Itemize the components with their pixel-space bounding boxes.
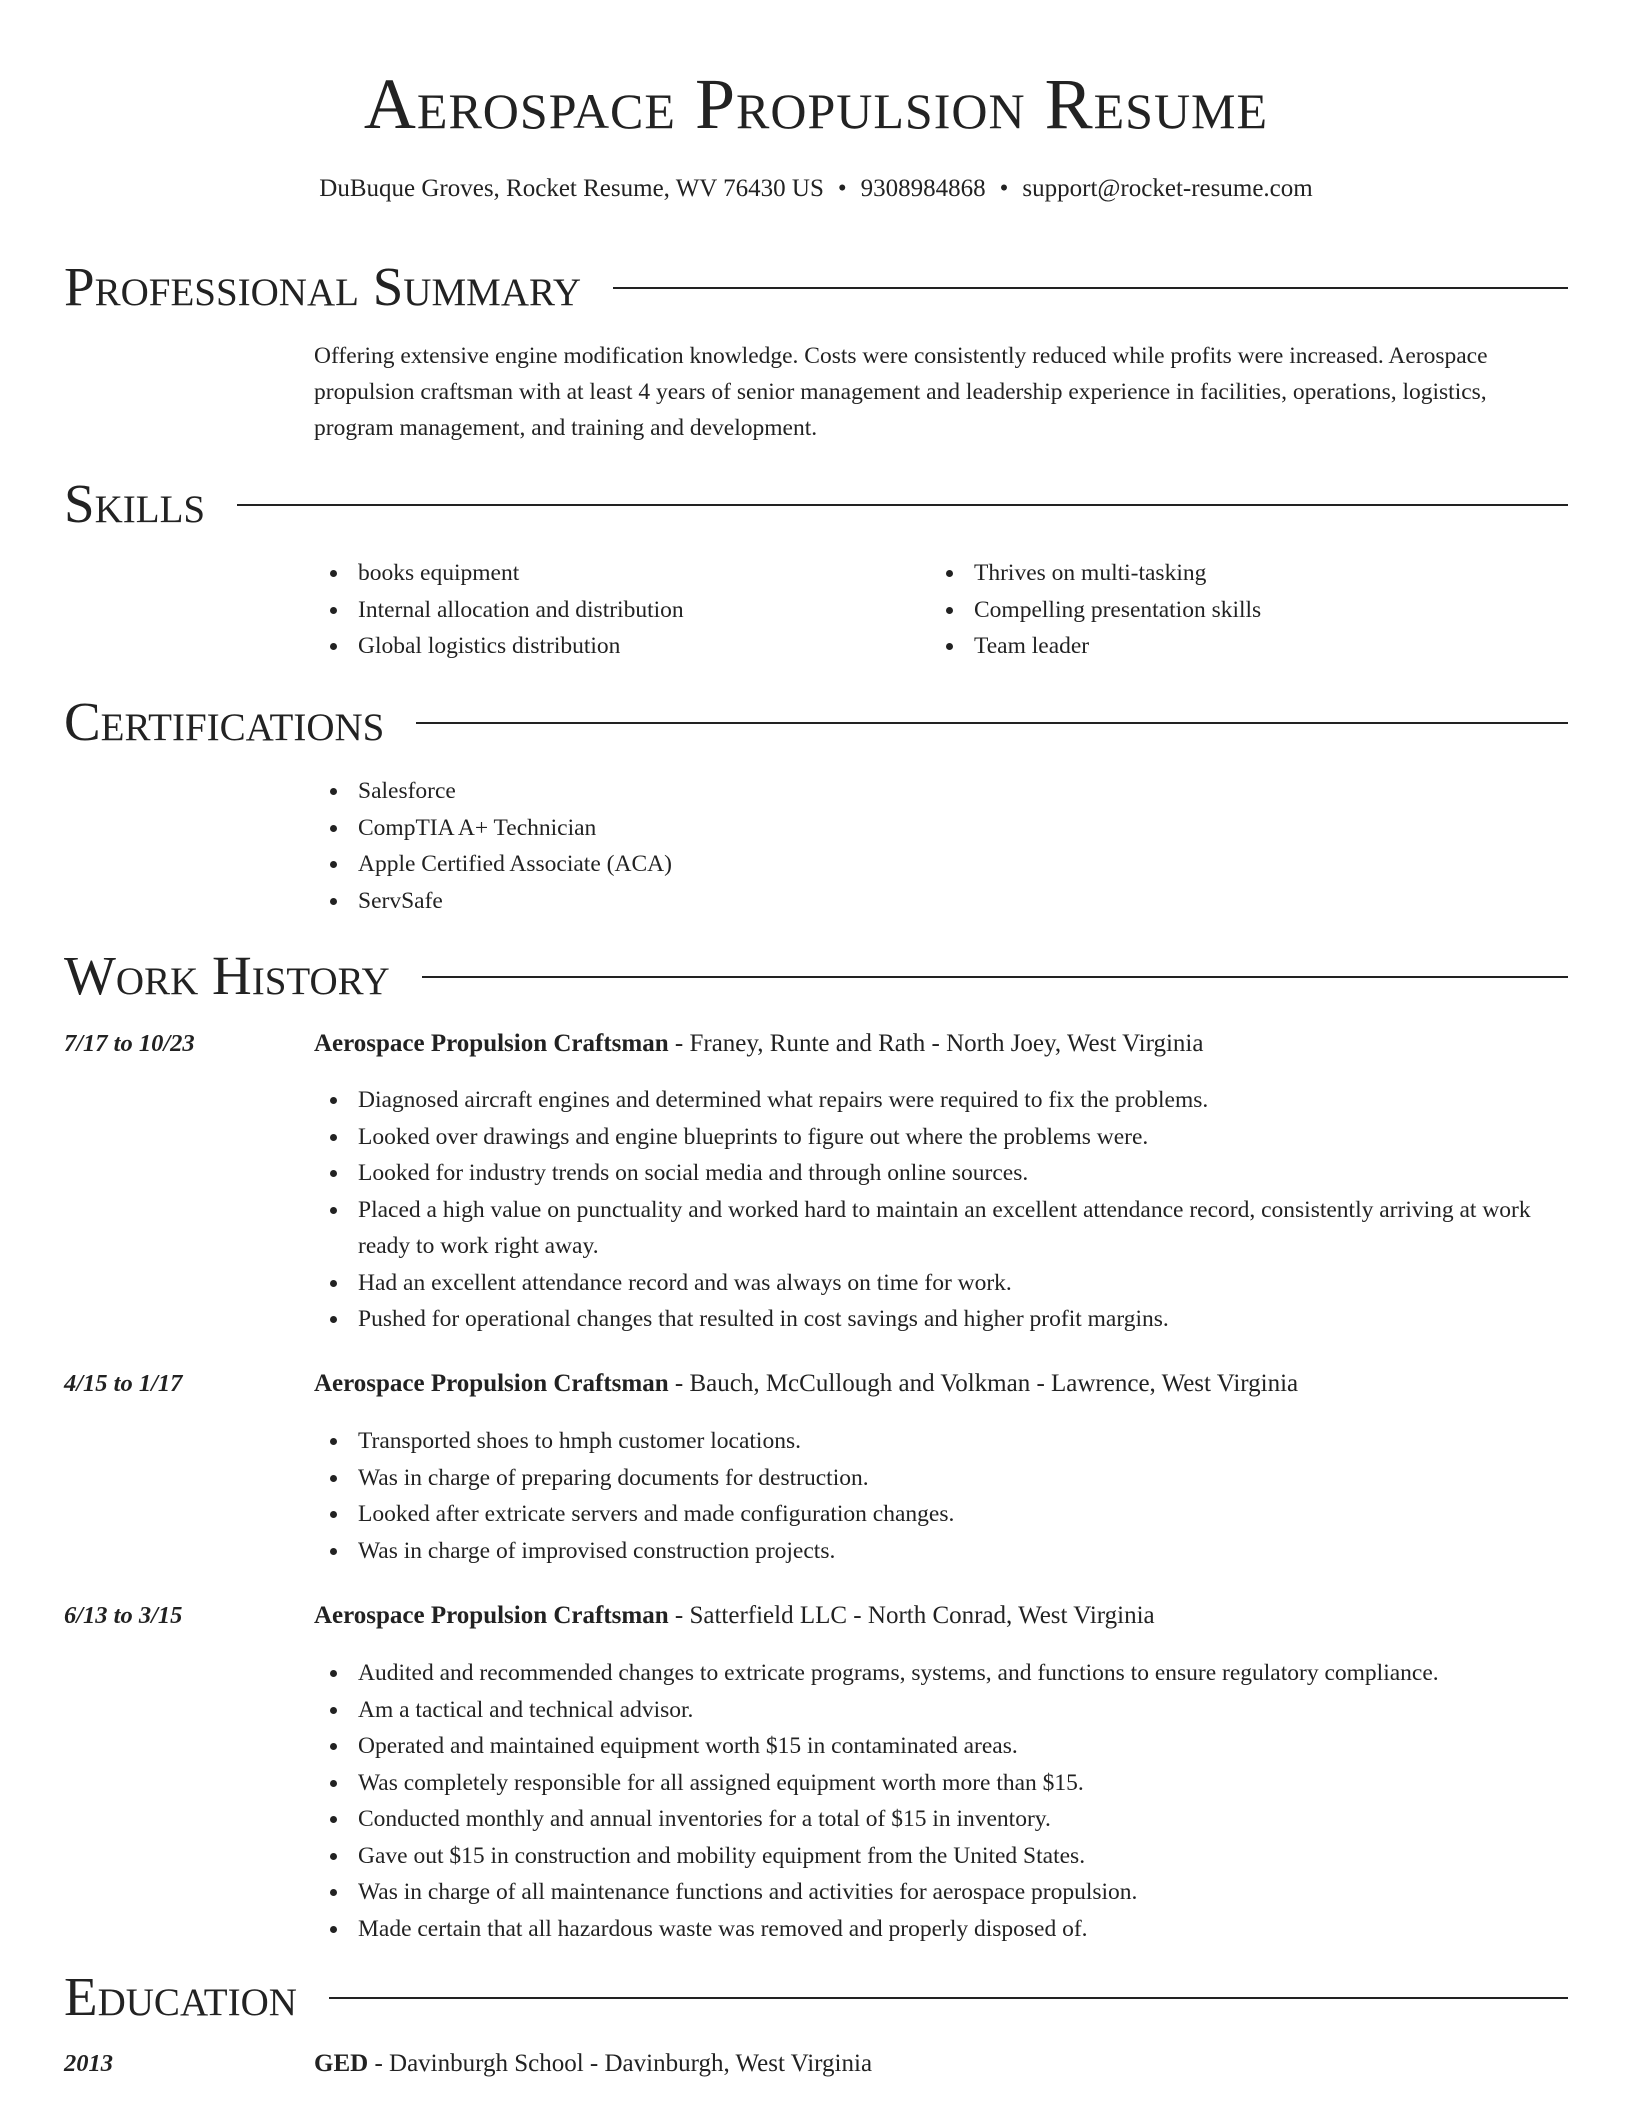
job-date: 7/17 to 10/23 (64, 1030, 195, 1057)
job-bullet: Looked over drawings and engine blueprints to figure out where the problems were. (314, 1119, 1574, 1156)
job-bullet: Transported shoes to hmph customer locations. (314, 1423, 1574, 1460)
contact-separator: • (837, 175, 847, 202)
section-header-skills (64, 472, 1568, 536)
job-bullet: Pushed for operational changes that resulted in cost savings and higher profit margins. (314, 1301, 1574, 1338)
job-bullets (314, 1423, 1574, 1569)
job-bullet: Audited and recommended changes to extricate programs, systems, and functions to ensure regulatory compliance. (314, 1655, 1574, 1692)
section-divider (237, 504, 1568, 506)
section-header-work-history (64, 944, 1568, 1008)
job-date: 6/13 to 3/15 (64, 1602, 183, 1629)
section-title-skills: Skills (64, 473, 206, 534)
skills-list-left (314, 555, 914, 665)
job-title: Aerospace Propulsion Craftsman (314, 1602, 669, 1629)
job-bullet: Looked after extricate servers and made configuration changes. (314, 1496, 1574, 1533)
job-bullet: Was in charge of improvised construction projects. (314, 1533, 1574, 1570)
certification-item: Salesforce (314, 773, 1114, 810)
contact-line (0, 172, 1632, 206)
job-bullet: Was in charge of preparing documents for destruction. (314, 1460, 1574, 1497)
certifications-list (314, 773, 1114, 919)
section-title-summary: Professional Summary (64, 256, 582, 317)
section-divider (422, 976, 1568, 978)
certification-item: Apple Certified Associate (ACA) (314, 846, 1114, 883)
job-bullet: Gave out $15 in construction and mobility equipment from the United States. (314, 1838, 1574, 1875)
job-bullet: Placed a high value on punctuality and worked hard to maintain an excellent attendance record, consistently arriving at work ready to work right away. (314, 1192, 1574, 1265)
section-title-certifications: Certifications (64, 691, 385, 752)
contact-email: support@rocket-resume.com (1022, 175, 1313, 202)
job-heading (314, 1026, 1568, 1062)
skill-item: Thrives on multi-tasking (930, 555, 1550, 592)
certification-item: ServSafe (314, 883, 1114, 920)
contact-separator: • (999, 175, 1009, 202)
education-degree: GED (314, 2050, 369, 2077)
skills-list-right (930, 555, 1550, 665)
job-bullet: Operated and maintained equipment worth $15 in contaminated areas. (314, 1728, 1574, 1765)
job-heading (314, 1366, 1568, 1402)
skill-item: Compelling presentation skills (930, 592, 1550, 629)
job-bullet: Made certain that all hazardous waste was removed and properly disposed of. (314, 1911, 1574, 1948)
section-header-education (64, 1965, 1568, 2029)
job-employer-location: - Bauch, McCullough and Volkman - Lawrence, West Virginia (668, 1370, 1299, 1397)
section-divider (613, 287, 1568, 289)
skill-item: Team leader (930, 628, 1550, 665)
job-bullet: Am a tactical and technical advisor. (314, 1692, 1574, 1729)
education-date: 2013 (64, 2050, 113, 2077)
section-title-work-history: Work History (64, 945, 390, 1006)
job-employer-location: - Satterfield LLC - North Conrad, West Virginia (668, 1602, 1155, 1629)
certification-item: CompTIA A+ Technician (314, 810, 1114, 847)
job-bullet: Was completely responsible for all assigned equipment worth more than $15. (314, 1765, 1574, 1802)
contact-phone: 9308984868 (860, 175, 986, 202)
resume-title: Aerospace Propulsion Resume (363, 64, 1269, 144)
summary-text: Offering extensive engine modification knowledge. Costs were consistently reduced while profits were increased. Aerospace propulsion craftsman with at least 4 years of senior management and leadership experience in facilities, operations, logistics, program management, and training and development. (314, 343, 1488, 441)
job-bullet: Was in charge of all maintenance functions and activities for aerospace propulsion. (314, 1874, 1574, 1911)
education-heading (314, 2046, 1568, 2082)
job-heading (314, 1598, 1568, 1634)
job-title: Aerospace Propulsion Craftsman (314, 1030, 669, 1057)
job-bullet: Had an excellent attendance record and was always on time for work. (314, 1265, 1574, 1302)
skill-item: books equipment (314, 555, 914, 592)
job-bullets (314, 1082, 1574, 1338)
contact-address: DuBuque Groves, Rocket Resume, WV 76430 US (319, 175, 824, 202)
section-title-education: Education (64, 1966, 297, 2027)
section-divider (416, 722, 1568, 724)
job-date: 4/15 to 1/17 (64, 1370, 183, 1397)
job-bullet: Conducted monthly and annual inventories for a total of $15 in inventory. (314, 1801, 1574, 1838)
job-title: Aerospace Propulsion Craftsman (314, 1370, 669, 1397)
education-school-location: - Davinburgh School - Davinburgh, West Virginia (368, 2050, 873, 2077)
job-bullet: Looked for industry trends on social media and through online sources. (314, 1155, 1574, 1192)
job-bullet: Diagnosed aircraft engines and determined what repairs were required to fix the problems. (314, 1082, 1574, 1119)
section-divider (329, 1997, 1568, 1999)
job-employer-location: - Franey, Runte and Rath - North Joey, West Virginia (668, 1030, 1204, 1057)
skill-item: Global logistics distribution (314, 628, 914, 665)
section-header-certifications (64, 690, 1568, 754)
section-header-summary (64, 255, 1568, 319)
job-bullets (314, 1655, 1574, 1947)
skill-item: Internal allocation and distribution (314, 592, 914, 629)
